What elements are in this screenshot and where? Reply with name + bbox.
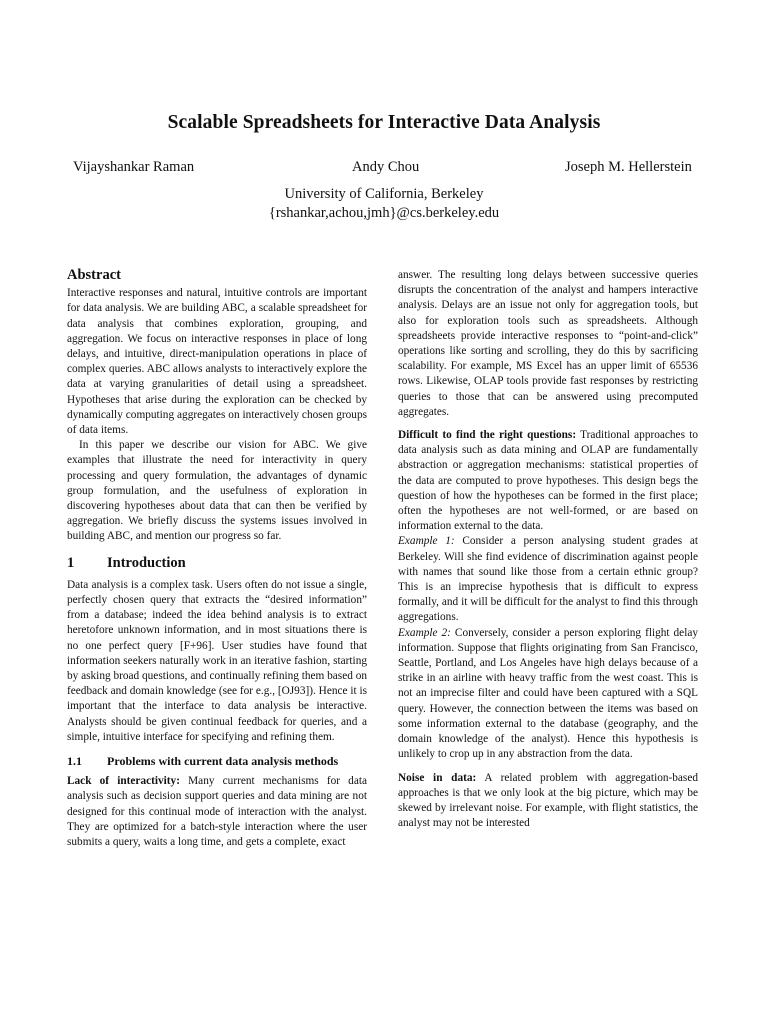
section-title: Introduction xyxy=(107,554,186,571)
abstract-heading: Abstract xyxy=(67,267,121,283)
abstract-paragraph-1: Interactive responses and natural, intuitive controls are important for data analysis. We are building ABC, a scalable spreadsheet for data analysis that combines exploration, grouping, and aggregation. We focus on interactive responses in place of long delays, and intuitive, direct-manipulation operations in place of complex queries. ABC allows analysts to interactively explore the data at varying granularities of detail using a spreadsheet. Hypotheses that arise during the exploration can be checked by dynamically computing aggregates on interactively chosen groups of data items. xyxy=(67,287,367,437)
paragraph-body: Many current mechanisms for data analysis such as decision support queries and data mining are not designed for this continual mode of interaction with the analyst. They are optimized for a batch-style interaction where the user submits a query, waits a long time, and gets a complete, exact xyxy=(67,775,367,848)
author-3: Joseph M. Hellerstein xyxy=(565,159,692,175)
example-1-paragraph xyxy=(398,534,698,625)
subsection-heading xyxy=(67,754,367,769)
intro-paragraph: Data analysis is a complex task. Users often do not issue a single, perfectly chosen query that extracts the “desired information” from a database; indeed the idea behind analysis is to extract heretofore unknown information, and in most situations there is no one perfect query [F+96]. User studies have found that information seekers naturally work in an iterative fashion, starting by asking broad questions, and continually refining them based on feedback and domain knowledge (see for e.g., [OJ93]). Hence it is important that the interface to data analysis be interactive. Analysts should be given continual feedback for queries, and a simple, intuitive interface for specifying and refining them. xyxy=(67,578,367,743)
subsection-title: Problems with current data analysis methods xyxy=(107,754,339,769)
paragraph-body: Traditional approaches to data analysis such as data mining and OLAP are fundamentally abstraction or aggregation mechanisms: statistical properties of the data are computed to prove hypotheses. This design begs the question of how the hypotheses can be formed in the first place; often the hypotheses are not well-formed, or are based on information external to the data. xyxy=(398,429,698,533)
delays-paragraph: answer. The resulting long delays between successive queries disrupts the concentration of the analyst and hampers interactive analysis. Delays are an issue not only for aggregation tools, but also for exploration tools such as spreadsheets. Although spreadsheets provide interactive responses to “point-and-click” operations like sorting and scrolling, they do this by sacrificing scalability. For example, MS Excel has an upper limit of 65536 rows. Likewise, OLAP tools provide fast responses by restricting queries to those that can be answered using precomputed aggregates. xyxy=(398,269,698,418)
paper-title: Scalable Spreadsheets for Interactive Data Analysis xyxy=(167,112,601,133)
abstract-paragraph-2: In this paper we describe our vision for ABC. We give examples that illustrate the need for interactivity in query processing and query formulation, the advantages of dynamic group formulation, and the usefulness of exploration in discovering hypotheses about data that can then be verified by aggregation. We briefly discuss the systems issues involved in building ABC, and mention our progress so far. xyxy=(67,439,367,543)
paragraph-body: Consider a person analysing student grades at Berkeley. Will she find evidence of discrimination against people with names that sound like those from a certain ethnic group? This is an imprecise hypothesis that is difficult to express formally, and it will be difficult for the analyst to find this through aggregations. xyxy=(398,535,698,624)
run-in-heading: Noise in data: xyxy=(398,771,477,784)
paragraph-body: Conversely, consider a person exploring flight delay information. Suppose that flights originating from San Francisco, Seattle, Portland, and Los Angeles have high delays because of a strike in an airline with heavy traffic from the west coast. This is not an imprecise filter and could have been captured with a SQL query. However, the connection between the items was based on some information external to the database (geography, and the domain knowledge of the analyst). Hence this hypothesis is unlikely to crop up in any abstraction from the data. xyxy=(398,626,698,761)
example-label: Example 1: xyxy=(398,535,455,548)
difficult-questions-paragraph xyxy=(398,428,698,534)
author-emails: {rshankar,achou,jmh}@cs.berkeley.edu xyxy=(268,205,500,221)
example-label: Example 2: xyxy=(398,626,451,639)
lack-of-interactivity-paragraph xyxy=(67,774,367,850)
section-heading-introduction xyxy=(67,556,367,571)
paragraph-body: A related problem with aggregation-based approaches is that we only look at the big picture, which may be skewed by irrelevant noise. For example, with flight statistics, the analyst may not be interested xyxy=(398,771,698,830)
run-in-heading: Difficult to find the right questions: xyxy=(398,429,577,442)
example-2-paragraph xyxy=(398,626,698,763)
noise-in-data-paragraph xyxy=(398,771,698,832)
author-1: Vijayshankar Raman xyxy=(73,159,195,175)
subsection-number: 1.1 xyxy=(67,754,82,769)
author-2: Andy Chou xyxy=(352,159,420,175)
affiliation: University of California, Berkeley xyxy=(284,186,484,202)
run-in-heading: Lack of interactivity: xyxy=(67,775,180,788)
right-column xyxy=(398,268,698,831)
section-number: 1 xyxy=(67,554,75,571)
left-column xyxy=(67,268,367,850)
